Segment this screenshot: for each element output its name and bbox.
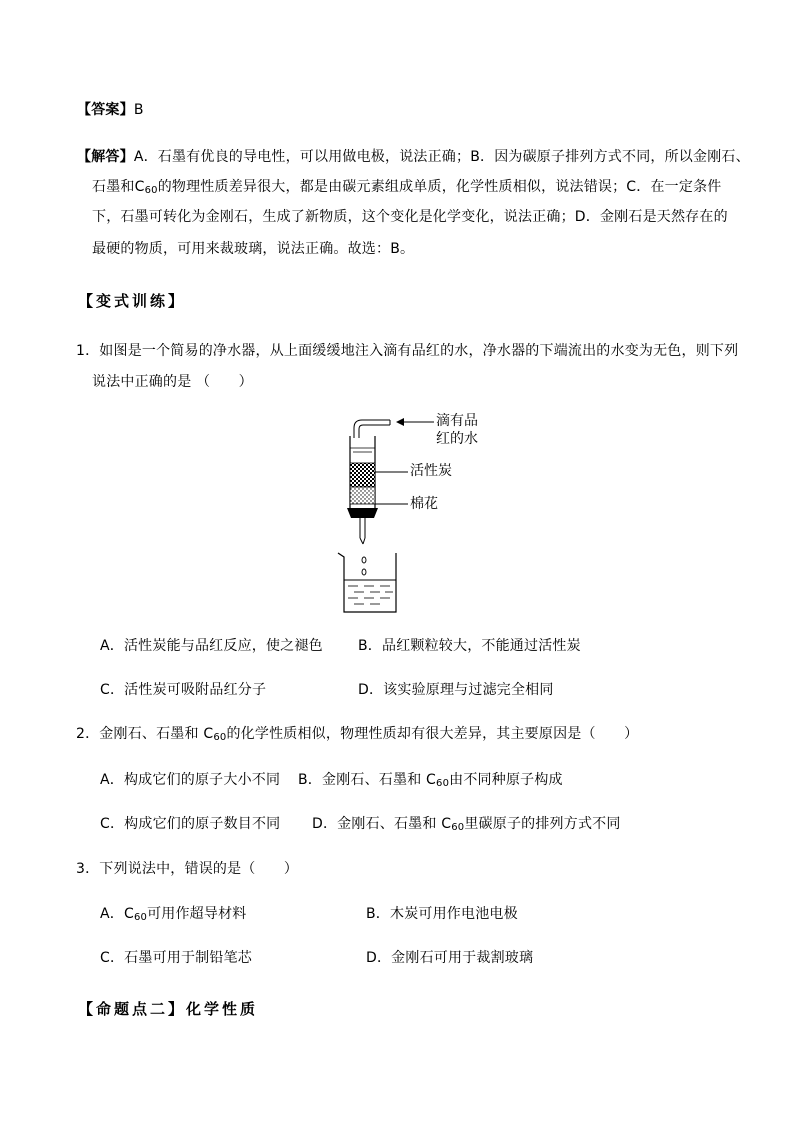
q3-option-a-b: 可用作超导材料 [147, 906, 247, 922]
q3-option-a-sub: 60 [133, 912, 148, 923]
figure-label-water-1: 滴有品 [436, 413, 478, 429]
q2-stem [76, 725, 638, 743]
q1-stem-line-1: 1．如图是一个简易的净水器，从上面缓缓地注入滴有品红的水，净水器的下端流出的水变为无色，则下列 [76, 343, 739, 359]
activated-carbon-layer [350, 463, 375, 487]
q2-stem-sub: 60 [213, 732, 227, 743]
q2-option-d[interactable] [312, 815, 621, 833]
cotton-layer [350, 487, 375, 504]
beaker-water-lines [348, 586, 393, 604]
section-title-variant-training: 【变式训练】 [78, 292, 187, 310]
answer-value: B [133, 102, 144, 118]
solution-line-3 [92, 208, 728, 226]
q3-option-a[interactable] [100, 905, 246, 923]
q2-option-a[interactable]: A．构成它们的原子大小不同 [100, 772, 281, 788]
q2-option-d-sub: 60 [451, 822, 465, 833]
solution-label: 【解答】 [77, 149, 134, 165]
solution-line-2 [92, 178, 721, 196]
q2-option-b[interactable] [298, 771, 563, 789]
figure-label-water-2: 红的水 [436, 431, 478, 447]
q3-option-b[interactable]: B．木炭可用作电池电极 [366, 906, 518, 922]
q2-stem-a: 2．金刚石、石墨和 C [76, 726, 214, 742]
q3-option-a-a: A．C [100, 906, 134, 922]
inlet-arrow-head [396, 418, 404, 426]
q1-option-c[interactable]: C．活性炭可吸附品红分子 [100, 682, 267, 698]
water-drop-1 [362, 557, 366, 563]
answer-label: 【答案】 [77, 102, 134, 118]
solution-text-1: A．石墨有优良的导电性，可以用做电极，说法正确；B．因为碳原子排列方式不同，所以金刚石、 [133, 149, 750, 165]
q2-option-b-b: 由不同种原子构成 [449, 772, 563, 788]
q2-option-b-sub: 60 [436, 778, 450, 789]
solution-text-4: 最硬的物质，可用来裁玻璃，说法正确。故选：B。 [92, 241, 415, 257]
beaker [338, 553, 396, 612]
q1-option-a[interactable]: A．活性炭能与品红反应，使之褪色 [100, 638, 323, 654]
q1-option-b[interactable]: B．品红颗粒较大，不能通过活性炭 [358, 638, 581, 654]
q2-option-c[interactable]: C．构成它们的原子数目不同 [100, 816, 281, 832]
solution-line-4 [92, 240, 414, 258]
solution-text-3: 下，石墨可转化为金刚石，生成了新物质，这个变化是化学变化，说法正确；D．金刚石是天然存在的 [92, 209, 728, 225]
solution-line-1 [77, 148, 750, 166]
q3-option-d[interactable]: D．金刚石可用于裁割玻璃 [366, 950, 534, 966]
q1-stem-line-2: 说法中正确的是 （ ） [92, 374, 253, 390]
solution-text-2b: 的物理性质差异很大，都是由碳元素组成单质，化学性质相似，说法错误；C．在一定条件 [157, 179, 722, 195]
q2-option-d-a: D．金刚石、石墨和 C [312, 816, 452, 832]
figure-label-carbon: 活性炭 [410, 463, 452, 479]
stopper [347, 508, 378, 518]
figure-label-cotton: 棉花 [410, 496, 438, 512]
q1-option-d[interactable]: D．该实验原理与过滤完全相同 [358, 682, 554, 698]
water-drop-2 [362, 569, 366, 575]
solution-sub-60: 60 [144, 185, 158, 196]
section-title-chemical-properties: 【命题点二】化学性质 [78, 1000, 259, 1018]
solution-text-2a: 石墨和C [92, 179, 145, 195]
answer-line [77, 101, 144, 119]
q3-option-c[interactable]: C．石墨可用于制铅笔芯 [100, 950, 252, 966]
q3-stem: 3．下列说法中，错误的是（ ） [76, 861, 299, 877]
q2-option-b-a: B．金刚石、石墨和 C [298, 772, 437, 788]
q2-stem-b: 的化学性质相似，物理性质却有很大差异，其主要原因是（ ） [226, 726, 639, 742]
q2-option-d-b: 里碳原子的排列方式不同 [464, 816, 621, 832]
